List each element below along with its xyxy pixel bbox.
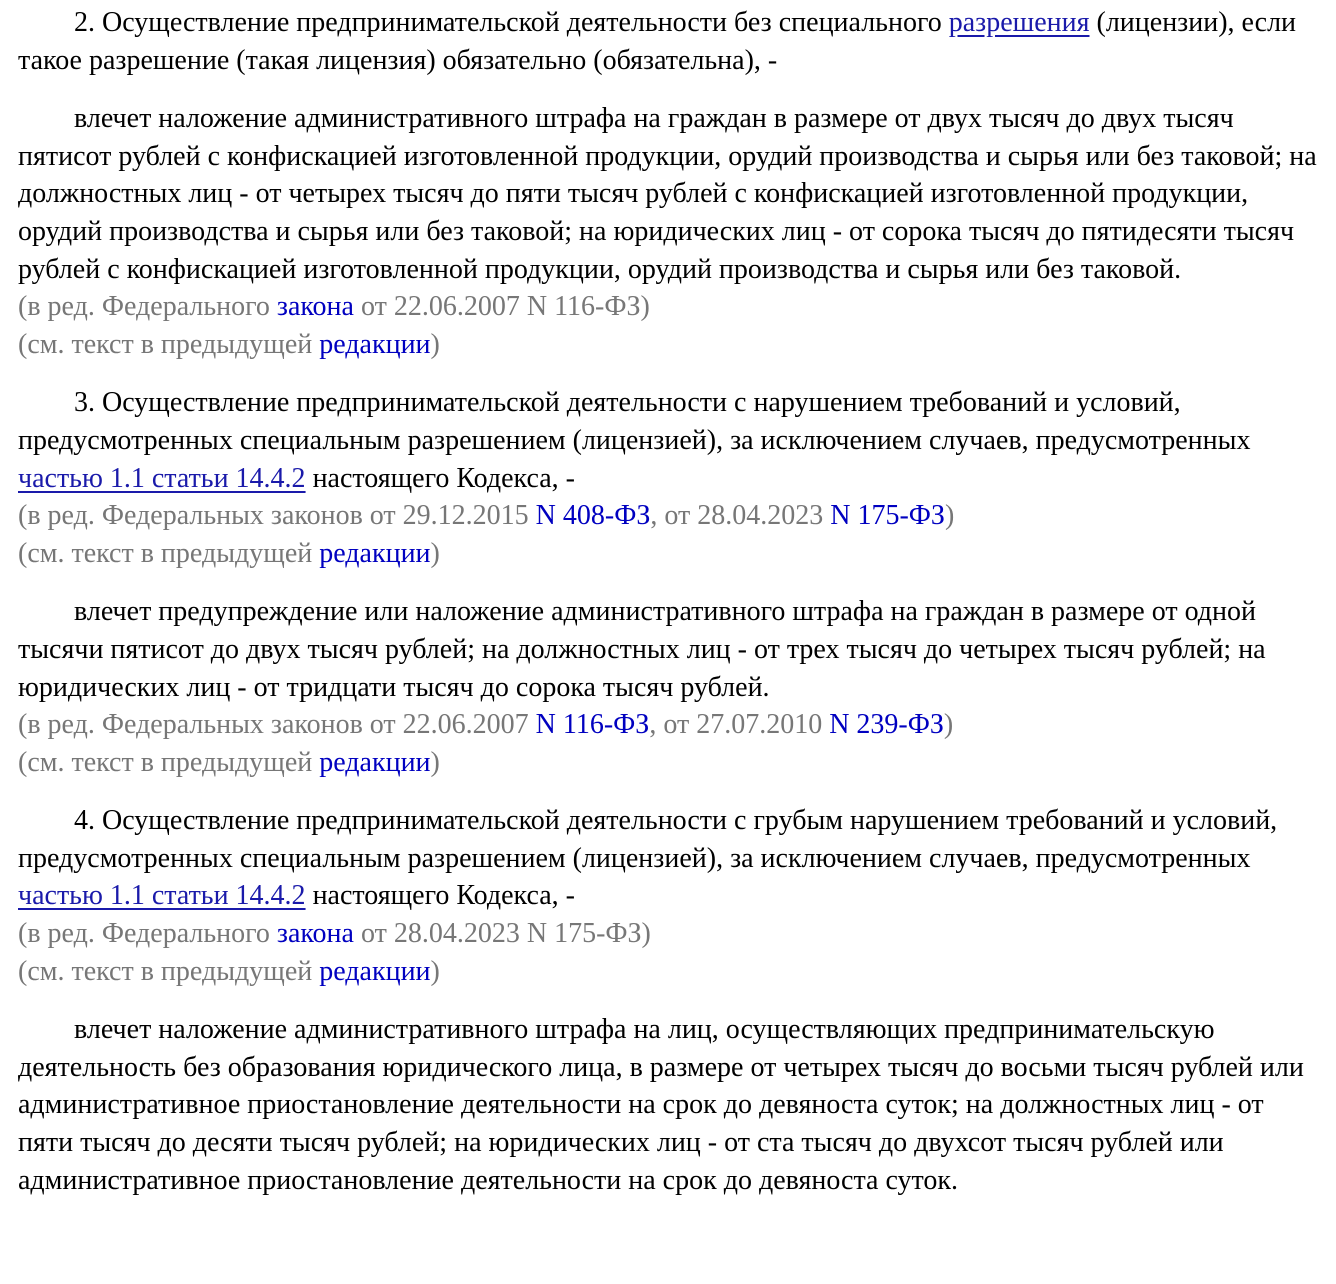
paragraph-part-3 xyxy=(18,384,1318,497)
link-permit[interactable]: разрешения xyxy=(948,7,1090,38)
link-law[interactable]: закона xyxy=(276,291,354,323)
paragraph-part-2 xyxy=(18,4,1318,79)
link-previous-edition[interactable]: редакции xyxy=(319,746,431,778)
link-law-175[interactable]: N 175-ФЗ xyxy=(830,500,945,532)
link-previous-edition[interactable]: редакции xyxy=(319,328,431,360)
penalty-part-3: влечет предупреждение или наложение административного штрафа на граждан в размере от одной тысячи пятисот до двух тысяч рублей; на должностных лиц - от трех тысяч до четырех тысяч рублей; на юридических лиц - от тридцати тысяч до сорока тысяч рублей. xyxy=(18,596,1266,703)
link-law[interactable]: закона xyxy=(276,918,354,950)
paragraph-text: 4. Осуществление предпринимательской деятельности с грубым нарушением требований и условий, предусмотренных специальным разрешением (лицензией), за исключением случаев, предусмотренных xyxy=(18,805,1278,874)
paragraph-part-4 xyxy=(18,802,1318,915)
previous-edition-note: (см. текст в предыдущей редакции) xyxy=(18,955,440,987)
paragraph-text: настоящего Кодекса, - xyxy=(305,462,575,494)
previous-edition-note: (см. текст в предыдущей редакции) xyxy=(18,328,440,360)
link-law-239[interactable]: N 239-ФЗ xyxy=(829,709,944,741)
edition-note: (в ред. Федеральных законов от 29.12.2015 N 408-ФЗ, от 28.04.2023 N 175-ФЗ) xyxy=(18,500,955,532)
edition-note: (в ред. Федерального закона от 22.06.2007 N 116-ФЗ) xyxy=(18,291,650,323)
link-law-116[interactable]: N 116-ФЗ xyxy=(535,709,650,741)
edition-note: (в ред. Федерального закона от 28.04.2023 N 175-ФЗ) xyxy=(18,918,651,950)
link-article-14-4-2[interactable]: частью 1.1 статьи 14.4.2 xyxy=(18,462,306,494)
link-previous-edition[interactable]: редакции xyxy=(319,955,431,987)
link-previous-edition[interactable]: редакции xyxy=(319,537,431,569)
previous-edition-note: (см. текст в предыдущей редакции) xyxy=(18,746,440,778)
paragraph-text: (лицензии), если такое разрешение (такая лицензия) обязательно (обязательна), - xyxy=(18,7,1297,76)
document-body xyxy=(18,4,1318,1199)
paragraph-text: 3. Осуществление предпринимательской деятельности с нарушением требований и условий, предусмотренных специальным разрешением (лицензией), за исключением случаев, предусмотренных xyxy=(18,387,1251,456)
previous-edition-note: (см. текст в предыдущей редакции) xyxy=(18,537,440,569)
link-article-14-4-2[interactable]: частью 1.1 статьи 14.4.2 xyxy=(18,880,306,912)
paragraph-text: 2. Осуществление предпринимательской деятельности без специального xyxy=(74,7,949,38)
edition-note: (в ред. Федеральных законов от 22.06.2007 N 116-ФЗ, от 27.07.2010 N 239-ФЗ) xyxy=(18,709,954,741)
paragraph-text: настоящего Кодекса, - xyxy=(305,880,575,912)
penalty-part-4: влечет наложение административного штрафа на лиц, осуществляющих предпринимательскую деятельность без образования юридического лица, в размере от четырех тысяч до восьми тысяч рублей или административное приостановление деятельности на срок до девяноста суток; на должностных лиц - от пяти тысяч до десяти тысяч рублей; на юридических лиц - от ста тысяч до двухсот тысяч рублей или административное приостановление деятельности на срок до девяноста суток. xyxy=(18,1014,1304,1196)
link-law-408[interactable]: N 408-ФЗ xyxy=(535,500,651,532)
penalty-part-2: влечет наложение административного штрафа на граждан в размере от двух тысяч до двух тысяч пятисот рублей с конфискацией изготовленной продукции, орудий производства и сырья или без таковой; на должностных лиц - от четырех тысяч до пяти тысяч рублей с конфискацией изготовленной продукции, орудий производства и сырья или без таковой; на юридических лиц - от сорока тысяч до пятидесяти тысяч рублей с конфискацией изготовленной продукции, орудий производства и сырья или без таковой. xyxy=(18,103,1317,285)
